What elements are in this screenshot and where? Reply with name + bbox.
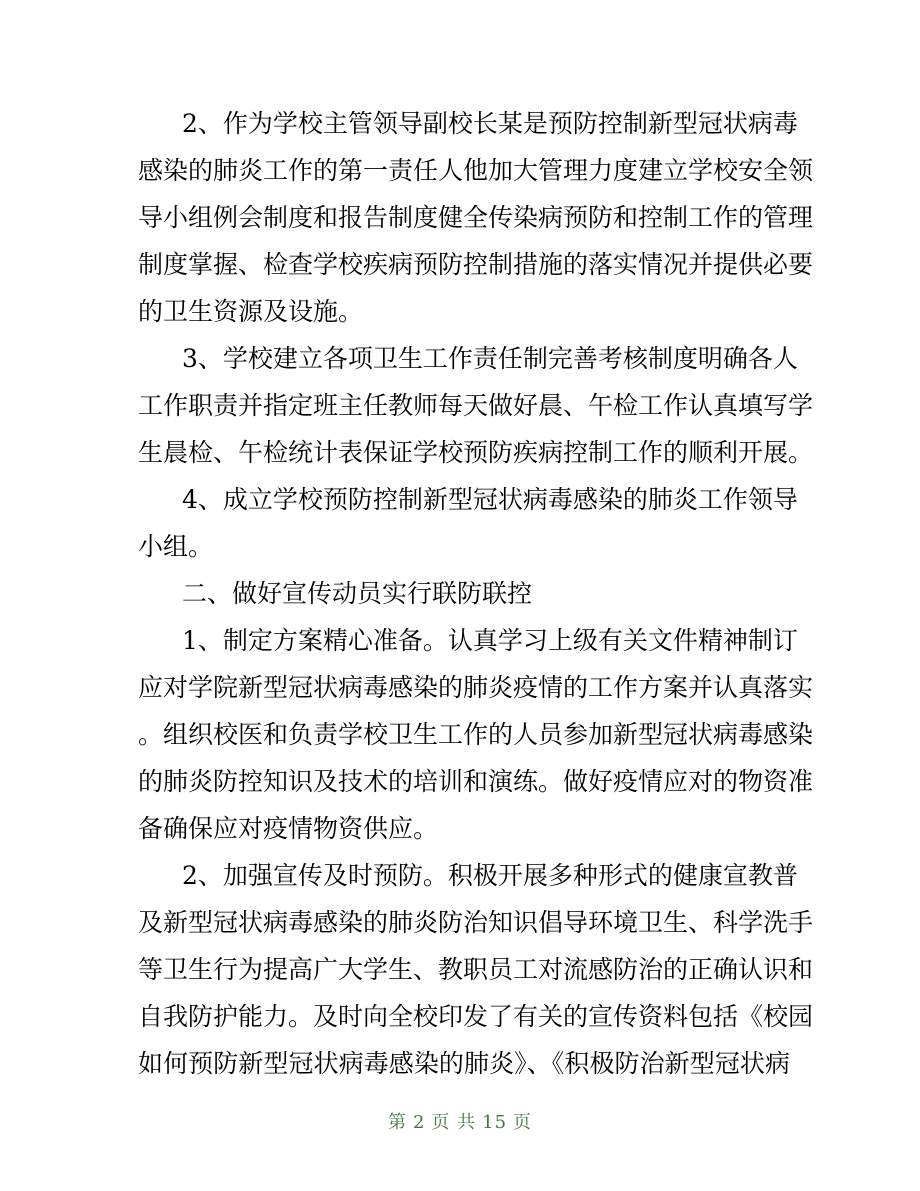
paragraph-line: 3、学校建立各项卫生工作责任制完善考核制度明确各人 <box>182 344 798 373</box>
footer-page-number: 2 <box>412 1112 426 1133</box>
footer-total-pages: 15 <box>482 1112 508 1133</box>
paragraph-line: 应对学院新型冠状病毒感染的肺炎疫情的工作方案并认真落实 <box>138 673 814 702</box>
paragraph-line: 的肺炎防控知识及技术的培训和演练。做好疫情应对的物资准 <box>138 767 814 796</box>
page-footer <box>0 1108 920 1138</box>
paragraph-line: 的卫生资源及设施。 <box>138 297 364 326</box>
paragraph-line: 工作职责并指定班主任教师每天做好晨、午检工作认真填写学 <box>138 391 814 420</box>
paragraph-line: 导小组例会制度和报告制度健全传染病预防和控制工作的管理 <box>138 203 814 232</box>
footer-prefix: 第 <box>387 1112 407 1133</box>
paragraph-line: 制度掌握、检查学校疾病预防控制措施的落实情况并提供必要 <box>138 250 814 279</box>
paragraph-line: 及新型冠状病毒感染的肺炎防治知识倡导环境卫生、科学洗手 <box>138 908 814 937</box>
footer-middle: 页 共 <box>431 1112 477 1133</box>
paragraph-line: 2、作为学校主管领导副校长某是预防控制新型冠状病毒 <box>182 109 798 138</box>
paragraph-line: 自我防护能力。及时向全校印发了有关的宣传资料包括《校园 <box>138 1002 814 1031</box>
paragraph-line: 1、制定方案精心准备。认真学习上级有关文件精神制订 <box>182 626 798 655</box>
paragraph-line: 如何预防新型冠状病毒感染的肺炎》、《积极防治新型冠状病 <box>138 1049 790 1078</box>
paragraph-line: 感染的肺炎工作的第一责任人他加大管理力度建立学校安全领 <box>138 156 814 185</box>
paragraph-line: 生晨检、午检统计表保证学校预防疾病控制工作的顺利开展。 <box>138 438 814 467</box>
paragraph-line: 备确保应对疫情物资供应。 <box>138 814 439 843</box>
section-heading: 二、做好宣传动员实行联防联控 <box>182 579 533 608</box>
paragraph-line: 。组织校医和负责学校卫生工作的人员参加新型冠状病毒感染 <box>138 720 814 749</box>
paragraph-line: 4、成立学校预防控制新型冠状病毒感染的肺炎工作领导 <box>182 485 798 514</box>
paragraph-line: 小组。 <box>138 532 214 561</box>
paragraph-line: 等卫生行为提高广大学生、教职员工对流感防治的正确认识和 <box>138 955 814 984</box>
paragraph-line: 2、加强宣传及时预防。积极开展多种形式的健康宣教普 <box>182 861 798 890</box>
footer-suffix: 页 <box>513 1112 533 1133</box>
